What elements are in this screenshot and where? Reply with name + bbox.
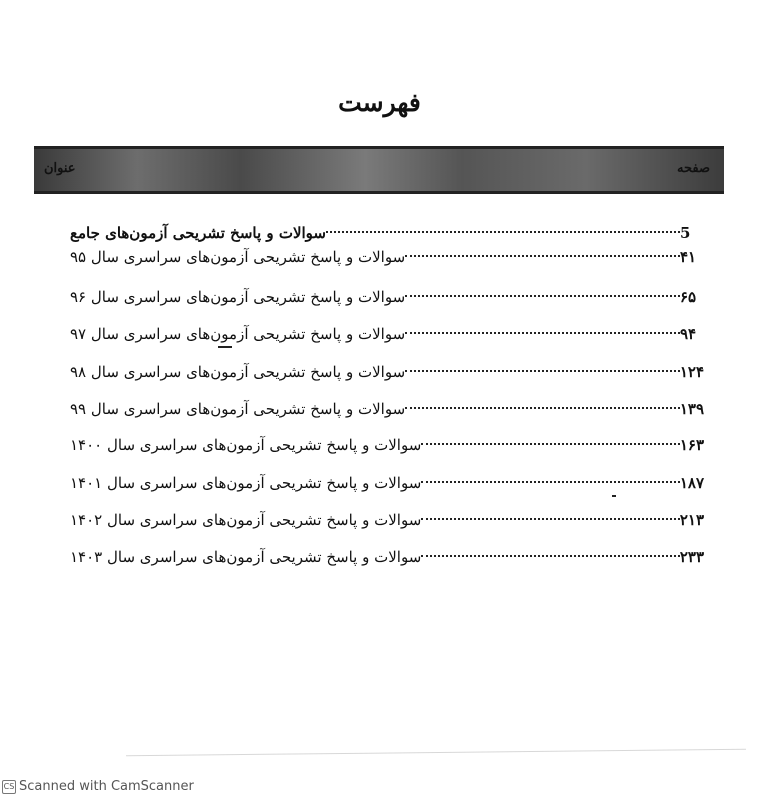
header-page-label: صفحه bbox=[677, 161, 710, 176]
toc-leader-dots bbox=[405, 254, 680, 257]
toc-leader-dots bbox=[421, 480, 680, 483]
toc-entry-page: ۲۳۳ bbox=[679, 548, 704, 566]
toc-entry-page: ۱۶۳ bbox=[679, 436, 704, 454]
page-edge-line bbox=[126, 749, 746, 756]
scanner-watermark bbox=[2, 779, 194, 794]
toc-entry[interactable] bbox=[66, 317, 710, 343]
toc-entry[interactable] bbox=[66, 503, 710, 529]
toc-entry[interactable] bbox=[66, 392, 710, 418]
toc-entry-page: ۶۵ bbox=[680, 288, 697, 306]
toc-leader-dots bbox=[405, 406, 680, 409]
stray-mark bbox=[218, 346, 232, 348]
toc-header-bar bbox=[34, 146, 724, 194]
toc-entry[interactable] bbox=[66, 240, 710, 266]
toc-entry-page: ۲۱۳ bbox=[679, 511, 704, 529]
toc-entry-title: سوالات و پاسخ تشریحی آزمون‌های سراسری سال ۱۴۰۳ bbox=[70, 548, 422, 566]
toc-entry-title: سوالات و پاسخ تشریحی آزمون‌های سراسری سال ۹۹ bbox=[70, 400, 406, 418]
toc-entry[interactable] bbox=[66, 466, 710, 492]
toc-leader-dots bbox=[405, 331, 680, 334]
toc-entry-title: سوالات و پاسخ تشریحی آزمون‌های سراسری سال ۱۴۰۲ bbox=[70, 511, 422, 529]
toc-entry-title: سوالات و پاسخ تشریحی آزمون‌های سراسری سال ۹۸ bbox=[70, 363, 406, 381]
toc-leader-dots bbox=[326, 230, 680, 233]
toc-leader-dots bbox=[405, 369, 680, 372]
toc-leader-dots bbox=[405, 294, 680, 297]
watermark-text: Scanned with CamScanner bbox=[19, 779, 194, 794]
toc-entry-page: ۱۲۴ bbox=[679, 363, 704, 381]
toc-entry-title: سوالات و پاسخ تشریحی آزمون‌های سراسری سال ۹۵ bbox=[70, 248, 406, 266]
page-title: فهرست bbox=[338, 88, 421, 117]
toc-entry-title: سوالات و پاسخ تشریحی آزمون‌های جامع bbox=[70, 224, 326, 242]
toc-entry-title: سوالات و پاسخ تشریحی آزمون‌های سراسری سال ۱۴۰۰ bbox=[70, 436, 422, 454]
toc-entry-title: سوالات و پاسخ تشریحی آزمون‌های سراسری سال ۱۴۰۱ bbox=[70, 474, 422, 492]
toc-entry-page: ۱۸۷ bbox=[679, 474, 704, 492]
toc-entry-page: ۴۱ bbox=[680, 248, 697, 266]
header-title-label: عنوان bbox=[44, 161, 76, 176]
toc-entry-title: سوالات و پاسخ تشریحی آزمون‌های سراسری سال ۹۷ bbox=[70, 325, 406, 343]
toc-leader-dots bbox=[421, 554, 680, 557]
toc-leader-dots bbox=[421, 442, 680, 445]
toc-entry-page: ۱۳۹ bbox=[679, 400, 704, 418]
stray-mark bbox=[612, 495, 616, 497]
toc-entry[interactable] bbox=[66, 540, 710, 566]
toc-entry[interactable] bbox=[66, 355, 710, 381]
toc-entry[interactable] bbox=[66, 428, 710, 454]
toc-entry[interactable] bbox=[66, 216, 710, 242]
toc-entry-title: سوالات و پاسخ تشریحی آزمون‌های سراسری سال ۹۶ bbox=[70, 288, 406, 306]
toc-leader-dots bbox=[421, 517, 680, 520]
toc-entry[interactable] bbox=[66, 280, 710, 306]
toc-entry-page: 5 bbox=[680, 224, 691, 242]
camscanner-icon: CS bbox=[2, 780, 16, 794]
toc-entry-page: ۹۴ bbox=[680, 325, 697, 343]
